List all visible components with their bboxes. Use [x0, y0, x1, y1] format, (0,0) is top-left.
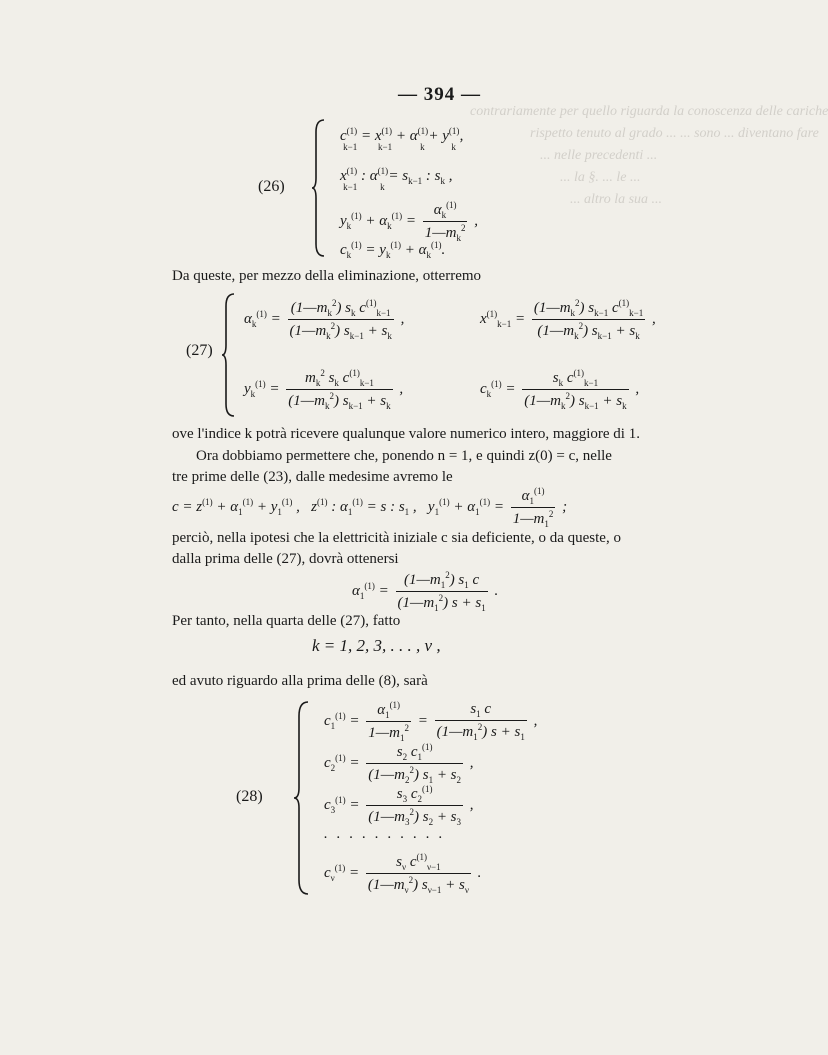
equation-k-values: k = 1, 2, 3, . . . , ν , [312, 636, 441, 655]
brace-28 [294, 700, 310, 896]
equation-26-line-1: $c^{(1)}_{k-1} = x^{(1)}_{k-1} + \alpha^{(1)}_k + y^{(1)}_k$ , [340, 126, 464, 152]
equation-26-line-2: $x^{(1)}_{k-1}$ : $\alpha^{(1)}_k = s_{k-1}$ : $s_k$ , [340, 166, 453, 192]
paragraph: perciò, nella ipotesi che la elettricità iniziale c sia deficiente, o da queste, o [172, 530, 621, 546]
equation-26-line-3: $y_k^{(1)} + \alpha_k^{(1)}$ = $\frac{\alpha_k^{(1)}}{1—m_k^2}$ , [340, 200, 478, 243]
bleed-through-line: ... la §. ... le ... [560, 170, 641, 185]
equation-27-line-1: $\alpha_k^{(1)}$ = $\frac{(1—m_k^2) s_k c^{(1)}_{k-1}}{(1—m_k^2) s_{k-1} + s_k}$ , [244, 298, 405, 341]
equation-23-derived: $c = z^{(1)} + \alpha_1^{(1)} + y_1^{(1)}$ , $z^{(1)}$ : $\alpha_1^{(1)} = s$ : $s_1$ , $y_1^{(1)} + \alpha_1^{(1)}$ = $\frac{\alpha_1^{(1)}}{1—m_1^2}$ ; [172, 486, 568, 529]
equation-28-line-1: $c_1^{(1)}$ = $\frac{\alpha_1^{(1)}}{1—m_1^2}$ = $\frac{s_1 c}{(1—m_1^2) s + s_1}$ , [324, 700, 538, 743]
paragraph: dalla prima delle (27), dovrà ottenersi [172, 551, 399, 567]
paragraph: Per tanto, nella quarta delle (27), fatto [172, 613, 401, 629]
bleed-through-line: ... altro la sua ... [570, 192, 663, 207]
paragraph: Da queste, per mezzo della eliminazione, otterremo [172, 268, 482, 284]
bleed-through-line: contrariamente per quello riguarda la conoscenza delle cariche [470, 104, 828, 119]
paragraph: tre prime delle (23), dalle medesime avremo le [172, 469, 453, 485]
equation-label-27: (27) [186, 342, 213, 359]
bleed-through-line: rispetto tenuto al grado ... ... sono ... diventano fare [530, 126, 819, 141]
page-number: — 394 — [398, 84, 481, 105]
equation-28-line-last: $c_\nu^{(1)}$ = $\frac{s_\nu c^{(1)}_{\nu-1}}{(1—m_\nu^2) s_{\nu-1} + s_\nu}$ . [324, 852, 482, 895]
equation-27-line-3: $y_k^{(1)}$ = $\frac{m_k^2 s_k c^{(1)}_{k-1}}{(1—m_k^2) s_{k-1} + s_k}$ , [244, 368, 404, 411]
paragraph: ove l'indice k potrà ricevere qualunque valore numerico intero, maggiore di 1. [172, 426, 640, 442]
equation-26-line-4: $c_k^{(1)} = y_k^{(1)} + \alpha_k^{(1)}$. [340, 240, 446, 260]
equation-alpha-1: $\alpha_1^{(1)}$ = $\frac{(1—m_1^2) s_1 c}{(1—m_1^2) s + s_1}$ . [352, 570, 499, 613]
brace-26 [312, 118, 326, 258]
paragraph: ed avuto riguardo alla prima delle (8), sarà [172, 673, 428, 689]
equation-27-line-2: $x^{(1)}_{k-1}$ = $\frac{(1—m_k^2) s_{k-1} c^{(1)}_{k-1}}{(1—m_k^2) s_{k-1} + s_k}$ , [480, 298, 656, 341]
bleed-through-line: ... nelle precedenti ... [540, 148, 658, 163]
equation-28-line-2: $c_2^{(1)}$ = $\frac{s_2 c_1^{(1)}}{(1—m_2^2) s_1 + s_2}$ , [324, 742, 474, 785]
paragraph: Ora dobbiamo permettere che, ponendo n = 1, e quindi z(0) = c, nelle [196, 448, 612, 464]
equation-27-line-4: $c_k^{(1)}$ = $\frac{s_k c^{(1)}_{k-1}}{(1—m_k^2) s_{k-1} + s_k}$ , [480, 368, 640, 411]
brace-27 [222, 292, 236, 418]
equation-28-ellipsis: .......... [324, 826, 452, 842]
equation-label-28: (28) [236, 788, 263, 805]
equation-label-26: (26) [258, 178, 285, 195]
equation-28-line-3: $c_3^{(1)}$ = $\frac{s_3 c_2^{(1)}}{(1—m_3^2) s_2 + s_3}$ , [324, 784, 474, 827]
